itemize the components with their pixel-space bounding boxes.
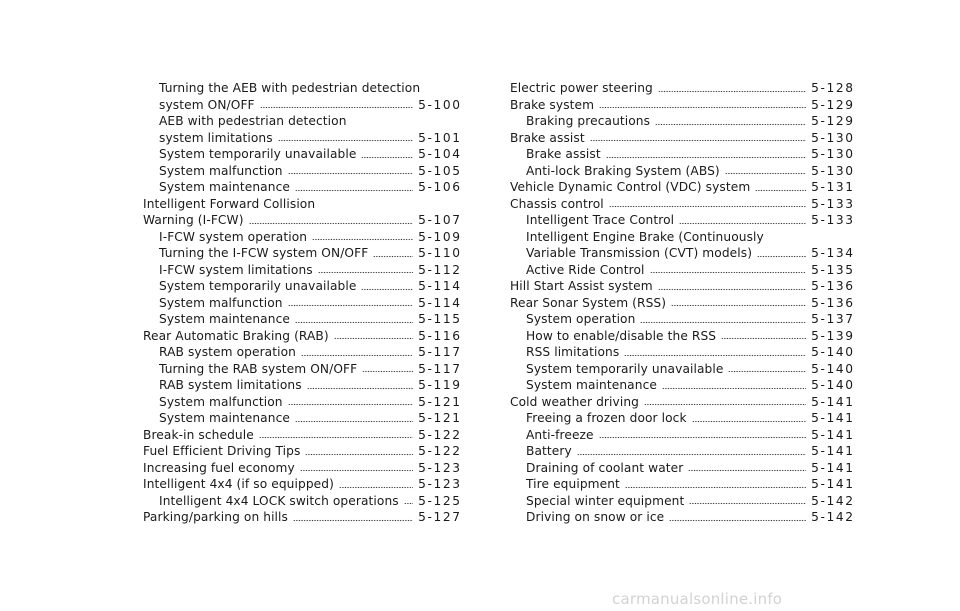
- page-number: 5-114: [418, 279, 462, 293]
- dot-leader: [671, 304, 806, 307]
- toc-entry-title: System malfunction: [159, 394, 283, 409]
- toc-entry-title: Brake system: [510, 97, 595, 112]
- dot-leader: [728, 370, 806, 373]
- dot-leader: [679, 222, 806, 225]
- toc-entry[interactable]: [143, 427, 460, 444]
- page-number: 5-116: [418, 328, 462, 343]
- toc-entry[interactable]: [510, 394, 853, 411]
- toc-entry-title: AEB with pedestrian detection: [159, 114, 347, 128]
- page-number: 5-133: [811, 196, 855, 211]
- toc-entry[interactable]: [143, 245, 460, 262]
- toc-entry[interactable]: [143, 476, 460, 493]
- toc-entry-title: System temporarily unavailable: [159, 279, 357, 293]
- page-number: 5-119: [418, 378, 462, 392]
- toc-entry-title: Hill Start Assist system: [510, 279, 653, 293]
- toc-entry[interactable]: [510, 344, 853, 361]
- dot-leader: [318, 271, 413, 274]
- dot-leader: [361, 288, 413, 291]
- toc-entry-title: System temporarily unavailable: [159, 147, 357, 161]
- dot-leader: [577, 453, 806, 456]
- page-number: 5-114: [418, 295, 462, 310]
- page-number: 5-130: [811, 147, 855, 161]
- dot-leader: [688, 469, 806, 472]
- toc-entry[interactable]: [143, 113, 460, 146]
- toc-entry[interactable]: [143, 394, 460, 411]
- toc-entry[interactable]: [510, 179, 853, 196]
- dot-leader: [624, 354, 806, 357]
- toc-entry[interactable]: [510, 427, 853, 444]
- toc-entry[interactable]: [510, 146, 853, 163]
- toc-column-right: [510, 80, 853, 526]
- toc-entry[interactable]: [143, 196, 460, 229]
- toc-entry-title: system ON/OFF: [159, 97, 255, 112]
- toc-entry[interactable]: [510, 460, 853, 477]
- dot-leader: [260, 106, 414, 109]
- toc-entry-title: System malfunction: [159, 295, 283, 310]
- toc-entry-title: Turning the RAB system ON/OFF: [159, 361, 358, 376]
- toc-entry-title: Intelligent 4x4 (if so equipped): [143, 477, 334, 491]
- toc-entry[interactable]: [510, 328, 853, 345]
- dot-leader: [599, 436, 807, 439]
- toc-entry-title: I-FCW system operation: [159, 229, 308, 244]
- dot-leader: [606, 156, 806, 159]
- dot-leader: [757, 255, 806, 258]
- page-number: 5-122: [418, 444, 462, 458]
- dot-leader: [288, 304, 414, 307]
- toc-entry-title: Intelligent 4x4 LOCK switch operations: [159, 493, 399, 508]
- page-number: 5-110: [418, 246, 462, 260]
- toc-entry[interactable]: [510, 97, 853, 114]
- toc-entry-title: Brake assist: [510, 130, 585, 145]
- toc-entry-title: Draining of coolant water: [526, 460, 684, 475]
- page-number: 5-142: [811, 493, 855, 508]
- dot-leader: [288, 172, 414, 175]
- toc-entry[interactable]: [510, 361, 853, 378]
- dot-leader: [404, 502, 413, 505]
- page-number: 5-128: [811, 81, 855, 95]
- toc-entry[interactable]: [510, 311, 853, 328]
- toc-entry-title: Electric power steering: [510, 81, 653, 95]
- page-number: 5-127: [418, 510, 462, 524]
- page-number: 5-140: [811, 345, 855, 359]
- dot-leader: [658, 90, 806, 93]
- dot-leader: [300, 469, 413, 472]
- toc-entry[interactable]: [143, 229, 460, 246]
- toc-entry-title: System maintenance: [526, 378, 657, 392]
- page-number: 5-136: [811, 279, 855, 293]
- page-number: 5-109: [418, 229, 462, 244]
- page-number: 5-130: [811, 163, 855, 178]
- page-number: 5-139: [811, 328, 855, 343]
- page-number: 5-141: [811, 460, 855, 475]
- toc-entry-title: Rear Sonar System (RSS): [510, 295, 667, 310]
- page-number: 5-134: [811, 246, 855, 260]
- dot-leader: [373, 255, 413, 258]
- page-number: 5-130: [811, 130, 855, 145]
- toc-entry[interactable]: [143, 443, 460, 460]
- page-number: 5-117: [418, 345, 462, 359]
- dot-leader: [339, 486, 413, 489]
- page-number: 5-136: [811, 295, 855, 310]
- page-number: 5-129: [811, 114, 855, 128]
- toc-entry-title: Turning the I-FCW system ON/OFF: [159, 246, 369, 260]
- dot-leader: [721, 337, 806, 340]
- toc-entry[interactable]: [510, 262, 853, 279]
- dot-leader: [361, 156, 413, 159]
- toc-entry-title: Active Ride Control: [526, 262, 645, 277]
- toc-entry-title: Fuel Efficient Driving Tips: [143, 444, 301, 458]
- dot-leader: [640, 321, 806, 324]
- dot-leader: [278, 139, 413, 142]
- dot-leader: [650, 271, 807, 274]
- toc-entry-title: Turning the AEB with pedestrian detection: [159, 81, 421, 95]
- toc-entry-title: Parking/parking on hills: [143, 510, 288, 524]
- page-number: 5-141: [811, 411, 855, 425]
- toc-entry[interactable]: [510, 493, 853, 510]
- toc-entry-title: Vehicle Dynamic Control (VDC) system: [510, 180, 751, 194]
- toc-entry-title: Break-in schedule: [143, 427, 254, 442]
- page-number: 5-123: [418, 460, 462, 475]
- page-number: 5-121: [418, 411, 462, 425]
- dot-leader: [307, 387, 414, 390]
- page-number: 5-141: [811, 444, 855, 458]
- toc-entry-title: System maintenance: [159, 411, 290, 425]
- page-number: 5-133: [811, 213, 855, 227]
- toc-entry[interactable]: [143, 80, 460, 113]
- toc-entry-title: Warning (I-FCW): [143, 213, 244, 227]
- toc-entry[interactable]: [510, 163, 853, 180]
- toc-entry-title: RSS limitations: [526, 345, 620, 359]
- toc-entry-title: RAB system operation: [159, 345, 296, 359]
- toc-entry[interactable]: [143, 493, 460, 510]
- page-number: 5-106: [418, 180, 462, 194]
- page-number: 5-105: [418, 163, 462, 178]
- dot-leader: [609, 205, 806, 208]
- toc-entry[interactable]: [143, 344, 460, 361]
- toc-entry[interactable]: [143, 509, 460, 526]
- toc-entry-title: System maintenance: [159, 180, 290, 194]
- toc-entry-title: I-FCW system limitations: [159, 262, 313, 277]
- toc-entry[interactable]: [510, 509, 853, 526]
- toc-entry[interactable]: [143, 361, 460, 378]
- toc-entry-title: Intelligent Trace Control: [526, 213, 675, 227]
- page-number: 5-101: [418, 130, 462, 145]
- dot-leader: [362, 370, 413, 373]
- page-number: 5-123: [418, 477, 462, 491]
- toc-entry-title: System maintenance: [159, 312, 290, 326]
- dot-leader: [689, 502, 806, 505]
- toc-entry[interactable]: [510, 212, 853, 229]
- dot-leader: [301, 354, 413, 357]
- dot-leader: [249, 222, 414, 225]
- page-number: 5-121: [418, 394, 462, 409]
- toc-entry-title: Increasing fuel economy: [143, 460, 295, 475]
- toc-entry[interactable]: [143, 278, 460, 295]
- toc-entry[interactable]: [510, 278, 853, 295]
- toc-entry-title: Intelligent Engine Brake (Continuously: [526, 229, 764, 244]
- toc-entry-title: Anti-lock Braking System (ABS): [526, 163, 720, 178]
- toc-entry[interactable]: [510, 443, 853, 460]
- toc-entry-title: Special winter equipment: [526, 493, 685, 508]
- dot-leader: [655, 123, 806, 126]
- dot-leader: [755, 189, 806, 192]
- dot-leader: [662, 387, 806, 390]
- dot-leader: [599, 106, 806, 109]
- toc-entry-title: Tire equipment: [526, 477, 620, 491]
- toc-entry-title: Variable Transmission (CVT) models): [526, 246, 753, 260]
- toc-entry[interactable]: [510, 229, 853, 262]
- toc-entry[interactable]: [143, 328, 460, 345]
- toc-entry[interactable]: [143, 179, 460, 196]
- toc-entry-title: Freeing a frozen door lock: [526, 411, 687, 425]
- page-number: 5-115: [418, 312, 462, 326]
- page-number: 5-129: [811, 97, 855, 112]
- page-number: 5-122: [418, 427, 462, 442]
- dot-leader: [295, 321, 413, 324]
- dot-leader: [259, 436, 413, 439]
- dot-leader: [692, 420, 807, 423]
- toc-entry-title: RAB system limitations: [159, 378, 302, 392]
- toc-entry[interactable]: [510, 130, 853, 147]
- toc-entry[interactable]: [143, 377, 460, 394]
- page-number: 5-140: [811, 361, 855, 376]
- dot-leader: [305, 453, 413, 456]
- page-number: 5-140: [811, 378, 855, 392]
- page-number: 5-135: [811, 262, 855, 277]
- toc-entry[interactable]: [143, 460, 460, 477]
- page-number: 5-141: [811, 427, 855, 442]
- page-number: 5-125: [418, 493, 462, 508]
- page-number: 5-141: [811, 477, 855, 491]
- dot-leader: [625, 486, 806, 489]
- toc-entry-title: System temporarily unavailable: [526, 361, 724, 376]
- toc-entry-title: Anti-freeze: [526, 427, 594, 442]
- dot-leader: [295, 420, 413, 423]
- toc-entry-title: Intelligent Forward Collision: [143, 196, 316, 211]
- page-number: 5-117: [418, 361, 462, 376]
- page-number: 5-107: [418, 213, 462, 227]
- toc-column-left: [143, 80, 460, 526]
- toc-entry-title: Cold weather driving: [510, 394, 639, 409]
- dot-leader: [293, 519, 413, 522]
- toc-entry-title: Braking precautions: [526, 114, 651, 128]
- page-number: 5-142: [811, 510, 855, 524]
- toc-entry-title: System operation: [526, 312, 636, 326]
- dot-leader: [312, 238, 413, 241]
- page-number: 5-141: [811, 394, 855, 409]
- dot-leader: [658, 288, 806, 291]
- dot-leader: [590, 139, 806, 142]
- dot-leader: [644, 403, 806, 406]
- toc-entry[interactable]: [143, 163, 460, 180]
- toc-entry[interactable]: [510, 476, 853, 493]
- toc-entry[interactable]: [143, 410, 460, 427]
- dot-leader: [295, 189, 413, 192]
- toc-entry[interactable]: [143, 295, 460, 312]
- toc-entry-title: Battery: [526, 444, 572, 458]
- toc-entry[interactable]: [510, 377, 853, 394]
- toc-entry-title: How to enable/disable the RSS: [526, 328, 717, 343]
- toc-entry[interactable]: [143, 262, 460, 279]
- page-number: 5-137: [811, 312, 855, 326]
- page-number: 5-100: [418, 97, 462, 112]
- dot-leader: [334, 337, 413, 340]
- toc-entry-title: Rear Automatic Braking (RAB): [143, 328, 329, 343]
- page-number: 5-131: [811, 180, 855, 194]
- page-number: 5-112: [418, 262, 462, 277]
- dot-leader: [725, 172, 806, 175]
- dot-leader: [669, 519, 806, 522]
- page-number: 5-104: [418, 147, 462, 161]
- watermark: carmanualsonline.info: [612, 590, 783, 608]
- dot-leader: [288, 403, 414, 406]
- toc-entry-title: system limitations: [159, 130, 273, 145]
- toc-entry[interactable]: [510, 113, 853, 130]
- toc-entry[interactable]: [510, 295, 853, 312]
- toc-entry[interactable]: [510, 80, 853, 97]
- toc-entry[interactable]: [143, 311, 460, 328]
- toc-entry-title: Chassis control: [510, 196, 604, 211]
- toc-entry[interactable]: [510, 410, 853, 427]
- toc-entry-title: System malfunction: [159, 163, 283, 178]
- toc-entry[interactable]: [143, 146, 460, 163]
- toc-entry-title: Driving on snow or ice: [526, 510, 665, 524]
- toc-entry[interactable]: [510, 196, 853, 213]
- toc-entry-title: Brake assist: [526, 147, 601, 161]
